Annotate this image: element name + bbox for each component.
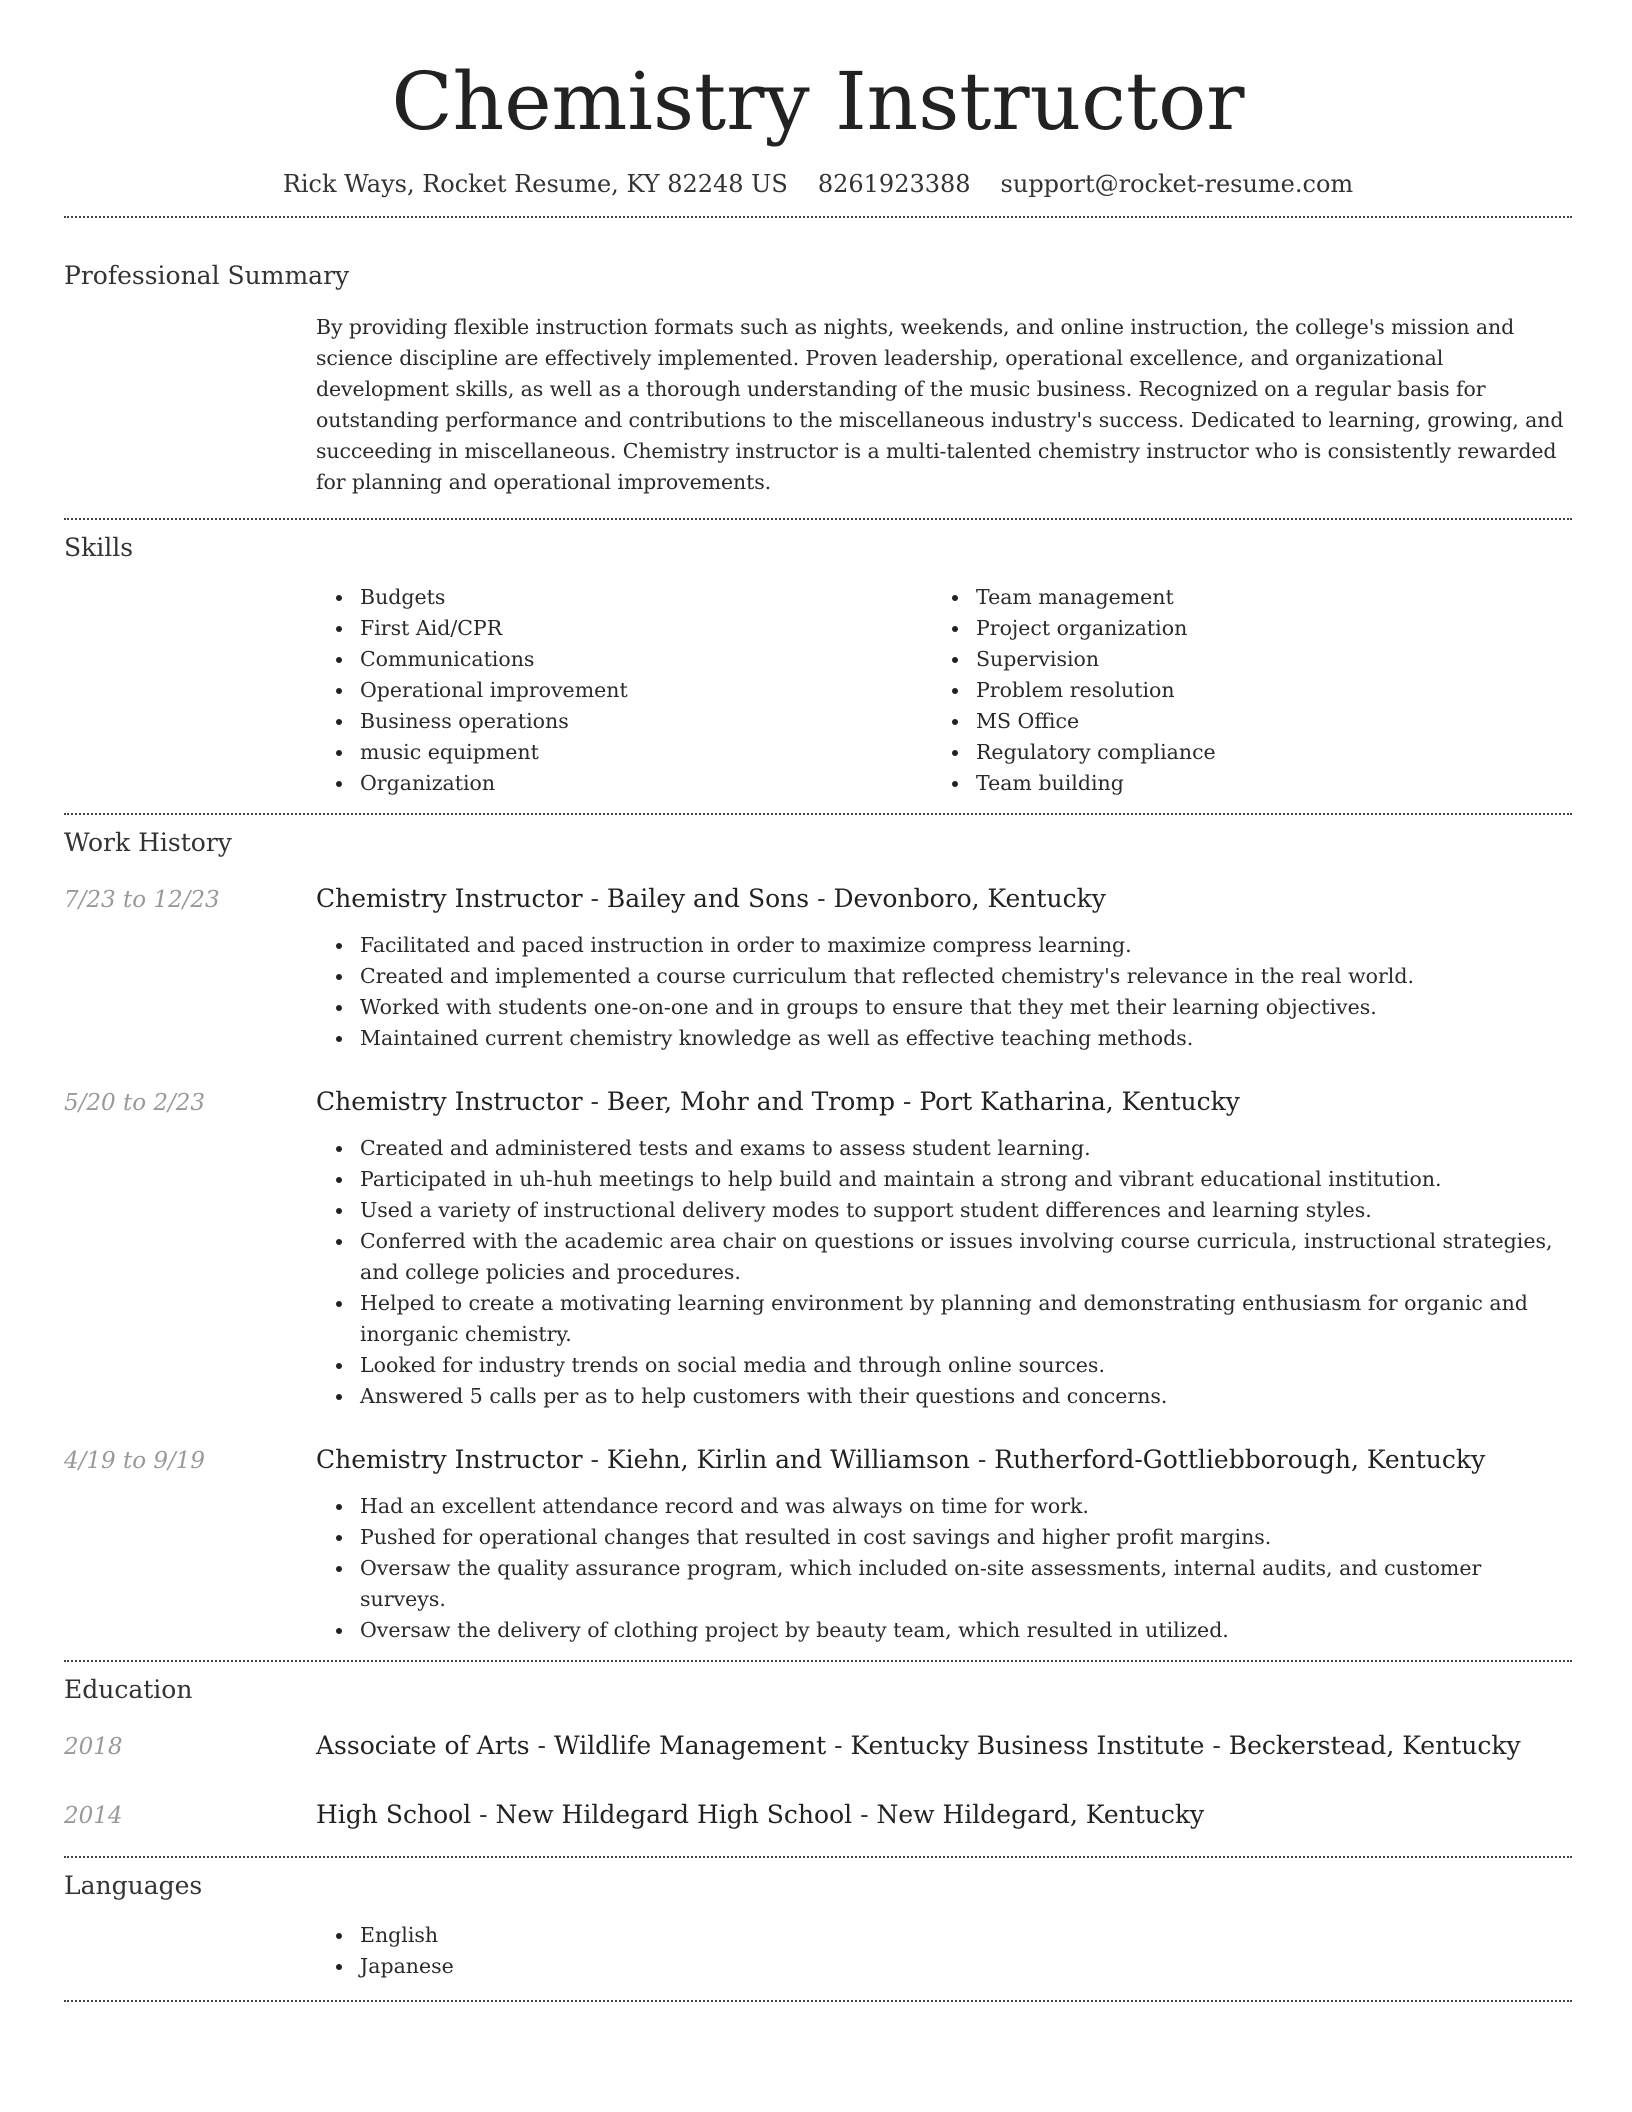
- education-entry: [64, 1728, 1572, 1765]
- list-item: Helped to create a motivating learning environment by planning and demonstrating enthusiasm for organic and inorganic chemistry.: [316, 1288, 1572, 1350]
- list-item: Operational improvement: [316, 675, 932, 706]
- job-company: Bailey and Sons: [606, 884, 810, 913]
- job-entry: [64, 1442, 1572, 1646]
- skills-column-left: [316, 582, 932, 799]
- job-location: Port Katharina, Kentucky: [919, 1087, 1240, 1116]
- education-section: [64, 1662, 1572, 1834]
- job-role: Chemistry Instructor: [316, 884, 583, 913]
- list-item: Team building: [932, 768, 1548, 799]
- languages-section: [64, 1858, 1572, 1982]
- skills-section: [64, 520, 1572, 799]
- job-dates: 5/20 to 2/23: [64, 1090, 206, 1116]
- list-item: Team management: [932, 582, 1548, 613]
- resume-page: [64, 0, 1572, 2002]
- job-bullets: [316, 930, 1572, 1054]
- job-entry: [64, 1084, 1572, 1412]
- contact-address: Rick Ways, Rocket Resume, KY 82248 US: [282, 170, 788, 198]
- education-location: Beckerstead, Kentucky: [1228, 1731, 1521, 1760]
- list-item: music equipment: [316, 737, 932, 768]
- list-item: Worked with students one-on-one and in groups to ensure that they met their learning objectives.: [316, 992, 1572, 1023]
- education-degree: Associate of Arts: [316, 1731, 530, 1760]
- skills-heading: Skills: [64, 533, 134, 562]
- education-year: 2018: [64, 1734, 123, 1760]
- list-item: Facilitated and paced instruction in order to maximize compress learning.: [316, 930, 1572, 961]
- list-item: Looked for industry trends on social media and through online sources.: [316, 1350, 1572, 1381]
- job-company: Beer, Mohr and Tromp: [606, 1087, 895, 1116]
- education-year: 2014: [64, 1803, 123, 1829]
- divider: [64, 2000, 1572, 2002]
- languages-heading: Languages: [64, 1871, 203, 1900]
- job-title: Chemistry Instructor - Beer, Mohr and Tromp - Port Katharina, Kentucky: [316, 1087, 1240, 1116]
- list-item: Business operations: [316, 706, 932, 737]
- contact-email: support@rocket-resume.com: [1000, 170, 1354, 198]
- list-item: Japanese: [316, 1951, 1572, 1982]
- education-degree: High School: [316, 1800, 472, 1829]
- job-entry: [64, 881, 1572, 1054]
- job-role: Chemistry Instructor: [316, 1087, 583, 1116]
- list-item: English: [316, 1920, 1572, 1951]
- list-item: First Aid/CPR: [316, 613, 932, 644]
- education-field: Wildlife Management: [553, 1731, 827, 1760]
- job-dates: 4/19 to 9/19: [64, 1448, 206, 1474]
- skills-column-right: [932, 582, 1548, 799]
- contact-phone: 8261923388: [817, 170, 971, 198]
- list-item: MS Office: [932, 706, 1548, 737]
- summary-text: By providing flexible instruction formats such as nights, weekends, and online instruction, the college's mission and science discipline are effectively implemented. Proven leadership, operational excellence, and organizational development skills, as well as a thorough understanding of the music business. Recognized on a regular basis for outstanding performance and contributions to the miscellaneous industry's success. Dedicated to learning, growing, and succeeding in miscellaneous. Chemistry instructor is a multi-talented chemistry instructor who is consistently rewarded for planning and operational improvements.: [316, 315, 1564, 494]
- education-school: Kentucky Business Institute: [850, 1731, 1205, 1760]
- list-item: Answered 5 calls per as to help customers with their questions and concerns.: [316, 1381, 1572, 1412]
- list-item: Regulatory compliance: [932, 737, 1548, 768]
- list-item: Pushed for operational changes that resulted in cost savings and higher profit margins.: [316, 1522, 1572, 1553]
- summary-heading: Professional Summary: [64, 261, 350, 290]
- job-bullets: [316, 1491, 1572, 1646]
- list-item: Used a variety of instructional delivery modes to support student differences and learning styles.: [316, 1195, 1572, 1226]
- skills-list: [316, 582, 1572, 799]
- list-item: Participated in uh-huh meetings to help build and maintain a strong and vibrant educational institution.: [316, 1164, 1572, 1195]
- summary-section: [64, 218, 1572, 498]
- job-location: Rutherford-Gottliebborough, Kentucky: [994, 1445, 1486, 1474]
- education-heading: Education: [64, 1675, 193, 1704]
- list-item: Oversaw the quality assurance program, which included on-site assessments, internal audits, and customer surveys.: [316, 1553, 1572, 1615]
- job-company: Kiehn, Kirlin and Williamson: [606, 1445, 970, 1474]
- list-item: Communications: [316, 644, 932, 675]
- list-item: Created and administered tests and exams to assess student learning.: [316, 1133, 1572, 1164]
- list-item: Organization: [316, 768, 932, 799]
- job-header: [64, 1084, 1572, 1121]
- list-item: Oversaw the delivery of clothing project by beauty team, which resulted in utilized.: [316, 1615, 1572, 1646]
- education-title: High School - New Hildegard High School - New Hildegard, Kentucky: [316, 1800, 1205, 1829]
- job-location: Devonboro, Kentucky: [833, 884, 1106, 913]
- education-entry: [64, 1797, 1572, 1834]
- languages-list: [316, 1920, 1572, 1982]
- list-item: Budgets: [316, 582, 932, 613]
- job-dates: 7/23 to 12/23: [64, 887, 220, 913]
- education-location: New Hildegard, Kentucky: [876, 1800, 1205, 1829]
- work-heading: Work History: [64, 828, 232, 857]
- list-item: Problem resolution: [932, 675, 1548, 706]
- job-header: [64, 881, 1572, 918]
- list-item: Conferred with the academic area chair on questions or issues involving course curricula, instructional strategies, and college policies and procedures.: [316, 1226, 1572, 1288]
- work-section: [64, 815, 1572, 1646]
- list-item: Created and implemented a course curriculum that reflected chemistry's relevance in the real world.: [316, 961, 1572, 992]
- list-item: Project organization: [932, 613, 1548, 644]
- list-item: Maintained current chemistry knowledge as well as effective teaching methods.: [316, 1023, 1572, 1054]
- resume-title: Chemistry Instructor: [391, 55, 1245, 148]
- job-title: Chemistry Instructor - Kiehn, Kirlin and Williamson - Rutherford-Gottliebborough, Kentucky: [316, 1445, 1486, 1474]
- job-title: Chemistry Instructor - Bailey and Sons - Devonboro, Kentucky: [316, 884, 1106, 913]
- job-header: [64, 1442, 1572, 1479]
- education-title: Associate of Arts - Wildlife Management - Kentucky Business Institute - Beckerstead, Kentucky: [316, 1731, 1521, 1760]
- list-item: Supervision: [932, 644, 1548, 675]
- job-role: Chemistry Instructor: [316, 1445, 583, 1474]
- list-item: Had an excellent attendance record and was always on time for work.: [316, 1491, 1572, 1522]
- contact-line: [64, 168, 1572, 216]
- education-school: New Hildegard High School: [495, 1800, 853, 1829]
- job-bullets: [316, 1133, 1572, 1412]
